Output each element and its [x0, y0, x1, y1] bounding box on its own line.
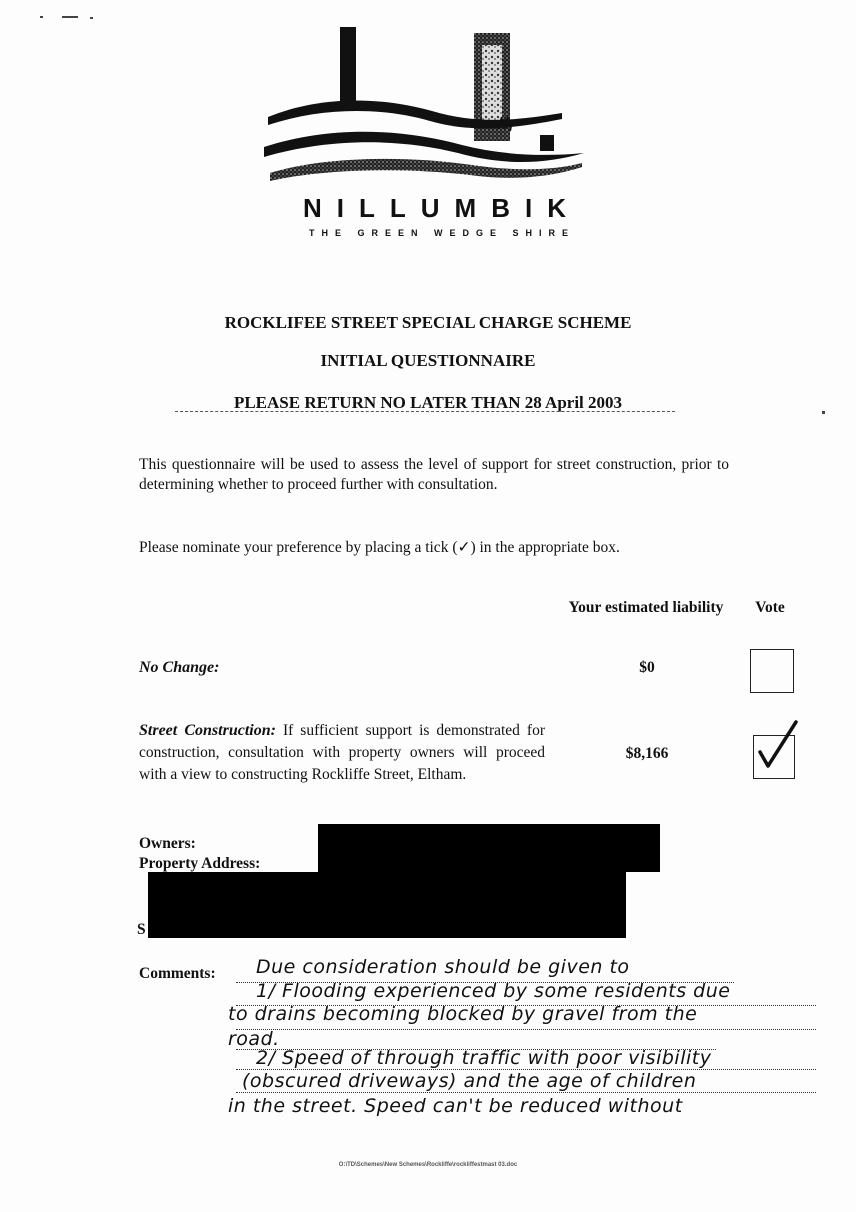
redaction-block: [318, 824, 660, 872]
vote-column-header: Vote: [755, 599, 785, 616]
comment-rule: [236, 1092, 816, 1093]
deadline-underline: [175, 411, 675, 412]
partially-redacted-label: S: [137, 921, 146, 938]
comments-label: Comments:: [139, 965, 216, 982]
comment-rule: [236, 1029, 816, 1030]
comment-line: in the street. Speed can't be reduced without: [228, 1095, 683, 1117]
comment-line: 1/ Flooding experienced by some residents due: [256, 980, 731, 1002]
purpose-paragraph: This questionnaire will be used to assess the level of support for street construction, prior to determining whether to proceed further with consultation.: [139, 456, 729, 493]
comment-line: Due consideration should be given to: [256, 956, 630, 978]
comment-line: road.: [228, 1028, 280, 1050]
comment-line: (obscured driveways) and the age of children: [242, 1070, 697, 1092]
comment-line: to drains becoming blocked by gravel from the: [228, 1003, 698, 1025]
redaction-block: [148, 872, 626, 938]
nillumbik-logo: [262, 25, 592, 185]
brand-tagline: THE GREEN WEDGE SHIRE: [308, 228, 575, 238]
document-path-footer: O:\TD\Schemes\New Schemes\Rockliffe\rockliffestmast 03.doc: [338, 1162, 518, 1168]
scheme-title: ROCKLIFEE STREET SPECIAL CHARGE SCHEME: [224, 313, 632, 332]
instruction-paragraph: Please nominate your preference by placing a tick (✓) in the appropriate box.: [139, 539, 620, 556]
scan-speck: [90, 17, 93, 19]
option-street-construction: [139, 720, 545, 786]
vote-box-no-change[interactable]: [750, 649, 794, 693]
option-no-change-label: No Change:: [139, 659, 220, 676]
brand-name: NILLUMBIK: [303, 193, 581, 223]
scan-speck: [40, 16, 43, 18]
option-street-construction-label: Street Construction:: [139, 722, 276, 739]
return-deadline: PLEASE RETURN NO LATER THAN 28 April 2003: [233, 393, 623, 412]
tick-mark-icon: [752, 722, 796, 768]
owners-address-labels: [139, 834, 260, 874]
scan-speck: [62, 16, 78, 18]
owners-label: Owners:: [139, 835, 196, 852]
liability-column-header: Your estimated liability: [568, 599, 724, 616]
option-no-change-liability: $0: [639, 659, 655, 676]
vote-box-street-construction[interactable]: [753, 735, 795, 779]
option-street-construction-liability: $8,166: [625, 745, 669, 762]
questionnaire-title: INITIAL QUESTIONNAIRE: [320, 351, 536, 370]
comment-line: 2/ Speed of through traffic with poor visibility: [256, 1047, 712, 1069]
option-street-construction-description: If sufficient support is demonstrated for construction, consultation with property owners will proceed with a view to constructing Rockliffe Street, Eltham.: [139, 722, 546, 783]
property-address-label: Property Address:: [139, 855, 261, 872]
